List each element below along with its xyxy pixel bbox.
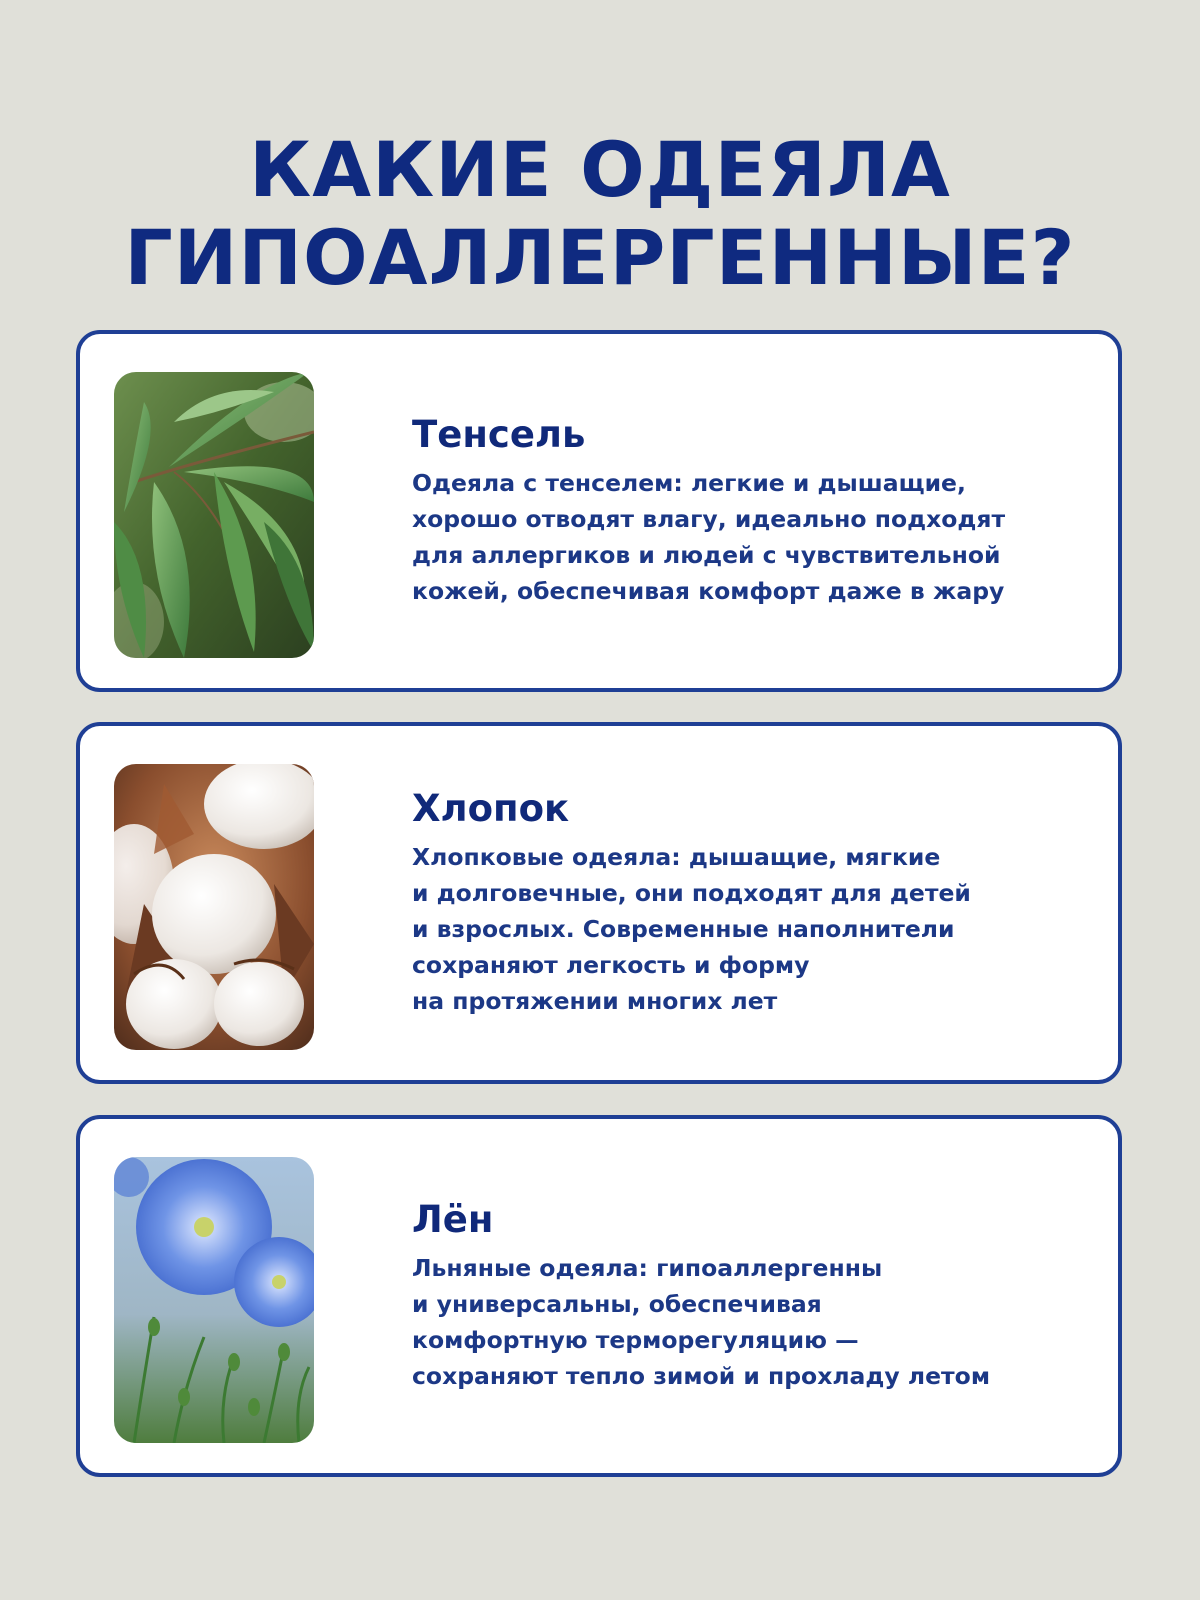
description-line: Льняные одеяла: гипоаллергенны <box>412 1254 883 1282</box>
description-line: комфортную терморегуляцию — <box>412 1326 859 1354</box>
card-text <box>412 334 1058 688</box>
card-description <box>412 465 1058 609</box>
description-line: сохраняют тепло зимой и прохладу летом <box>412 1362 991 1390</box>
description-line: Хлопковые одеяла: дышащие, мягкие <box>412 843 941 871</box>
card-tencel <box>76 330 1122 692</box>
description-line: кожей, обеспечивая комфорт даже в жару <box>412 577 1005 605</box>
card-title: Тенсель <box>412 413 586 456</box>
description-line: сохраняют легкость и форму <box>412 951 810 979</box>
description-line: и взрослых. Современные наполнители <box>412 915 955 943</box>
card-description <box>412 1250 1058 1394</box>
description-line: для аллергиков и людей с чувствительной <box>412 541 1001 569</box>
card-cotton <box>76 722 1122 1084</box>
card-text <box>412 726 1058 1080</box>
card-description <box>412 839 1058 1019</box>
description-line: на протяжении многих лет <box>412 987 778 1015</box>
description-line: Одеяла с тенселем: легкие и дышащие, <box>412 469 966 497</box>
eucalyptus-leaves-photo <box>114 372 314 658</box>
card-linen <box>76 1115 1122 1477</box>
blue-flax-flower-photo <box>114 1157 314 1443</box>
cotton-boll-photo <box>114 764 314 1050</box>
card-title: Хлопок <box>412 787 570 830</box>
description-line: и универсальны, обеспечивая <box>412 1290 822 1318</box>
description-line: и долговечные, они подходят для детей <box>412 879 971 907</box>
page-title-line-2: ГИПОАЛЛЕРГЕННЫЕ? <box>124 213 1076 302</box>
page-title-line-1: КАКИЕ ОДЕЯЛА <box>249 125 951 214</box>
card-title: Лён <box>412 1198 494 1241</box>
card-text <box>412 1119 1058 1473</box>
page-title <box>0 126 1200 302</box>
description-line: хорошо отводят влагу, идеально подходят <box>412 505 1006 533</box>
